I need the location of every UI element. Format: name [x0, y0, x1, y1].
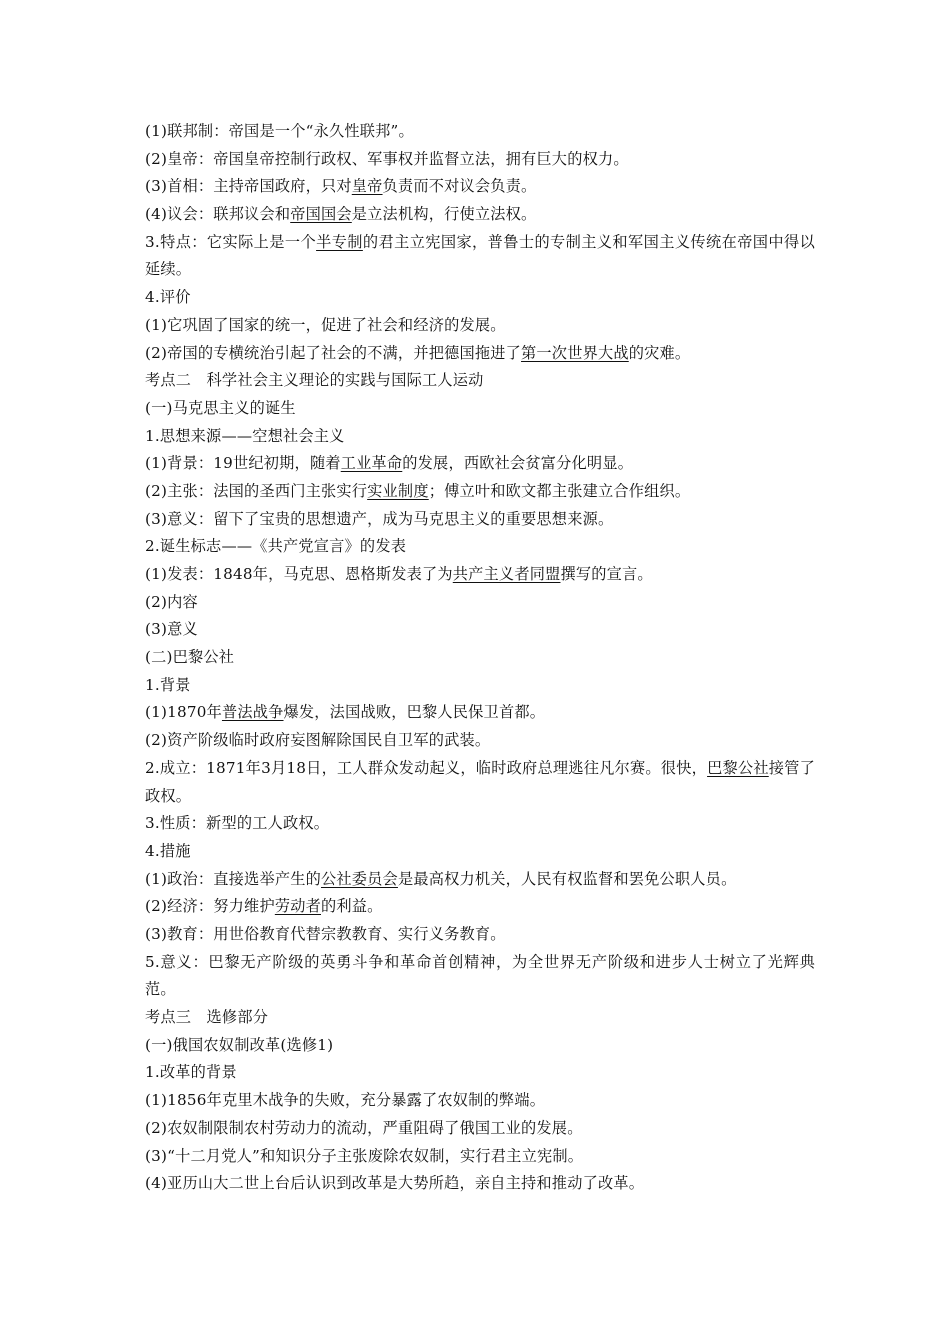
text-run: (2)经济：努力维护 [145, 897, 275, 916]
text-run: 4.评价 [145, 288, 191, 307]
text-line [145, 644, 815, 672]
text-run: 考点三 选修部分 [145, 1008, 269, 1027]
text-run: 的发展，西欧社会贫富分化明显。 [402, 454, 634, 473]
text-run: 3.特点：它实际上是一个 [145, 232, 317, 251]
text-run: (1)1856年克里木战争的失败，充分暴露了农奴制的弊端。 [145, 1091, 546, 1110]
text-run: 1.思想来源——空想社会主义 [145, 426, 345, 445]
text-line [145, 755, 815, 810]
text-line [145, 589, 815, 617]
underlined-term: 帝国国会 [290, 205, 352, 224]
text-run: 5.意义：巴黎无产阶级的英勇斗争和革命首创精神，为全世界无产阶级和进步人士树立了光辉典范。 [145, 952, 815, 999]
text-line [145, 699, 815, 727]
text-run: 是最高权力机关，人民有权监督和罢免公职人员。 [397, 869, 737, 888]
text-run: (一)俄国农奴制改革(选修1) [145, 1035, 334, 1054]
text-line [145, 146, 815, 174]
text-run: (1)发表：1848年，马克思、恩格斯发表了为 [145, 565, 453, 584]
text-run: 2.成立：1871年3月18日，工人群众发动起义，临时政府总理逃往凡尔赛。很快， [145, 758, 708, 777]
text-run: (2)皇帝：帝国皇帝控制行政权、军事权并监督立法，拥有巨大的权力。 [145, 149, 629, 168]
text-run: 2.诞生标志——《共产党宣言》的发表 [145, 537, 407, 556]
text-line [145, 173, 815, 201]
text-line [145, 506, 815, 534]
text-line [145, 340, 815, 368]
text-run: (2)农奴制限制农村劳动力的流动，严重阻碍了俄国工业的发展。 [145, 1118, 583, 1137]
text-run: (1)政治：直接选举产生的 [145, 869, 321, 888]
text-line [145, 1087, 815, 1115]
text-line [145, 118, 815, 146]
text-line [145, 727, 815, 755]
text-line [145, 1143, 815, 1171]
text-line [145, 367, 815, 395]
text-line [145, 284, 815, 312]
text-run: (3)意义 [145, 620, 198, 639]
underlined-term: 第一次世界大战 [521, 343, 629, 362]
text-run: 负责而不对议会负责。 [382, 177, 537, 196]
text-line [145, 312, 815, 340]
text-line [145, 201, 815, 229]
underlined-term: 皇帝 [351, 177, 383, 196]
text-run: (4)亚历山大二世上台后认识到改革是大势所趋，亲自主持和推动了改革。 [145, 1174, 645, 1193]
text-line [145, 616, 815, 644]
text-run: 是立法机构，行使立法权。 [351, 205, 537, 224]
text-line [145, 478, 815, 506]
text-run: 的利益。 [321, 897, 383, 916]
text-run: (1)1870年 [145, 703, 222, 722]
text-run: 爆发，法国战败，巴黎人民保卫首都。 [283, 703, 546, 722]
text-line [145, 893, 815, 921]
text-line [145, 838, 815, 866]
underlined-term: 公社委员会 [321, 869, 398, 888]
text-run: 的灾难。 [628, 343, 691, 362]
text-run: (二)巴黎公社 [145, 648, 235, 667]
underlined-term: 工业革命 [340, 454, 403, 473]
text-run: (一)马克思主义的诞生 [145, 398, 296, 417]
text-line [145, 561, 815, 589]
text-run: (1)联邦制：帝国是一个“永久性联邦”。 [145, 122, 414, 140]
text-run: 考点二 科学社会主义理论的实践与国际工人运动 [145, 371, 484, 390]
text-run: (1)它巩固了国家的统一，促进了社会和经济的发展。 [145, 315, 506, 334]
text-run: (3)“十二月党人”和知识分子主张废除农奴制，实行君主立宪制。 [145, 1146, 584, 1165]
underlined-term: 半专制 [316, 232, 363, 251]
text-line [145, 1032, 815, 1060]
text-run: (4)议会：联邦议会和 [145, 205, 291, 224]
text-line [145, 1004, 815, 1032]
text-run: 的君主立宪国家，普鲁士的专制主义和军国主义传统在帝国中得以延续。 [145, 232, 815, 279]
text-line [145, 229, 815, 284]
text-line [145, 450, 815, 478]
text-line [145, 921, 815, 949]
text-line [145, 1170, 815, 1198]
text-line [145, 1115, 815, 1143]
text-line [145, 423, 815, 451]
underlined-term: 实业制度 [367, 481, 429, 500]
text-line [145, 949, 815, 1004]
underlined-term: 劳动者 [274, 897, 321, 916]
underlined-term: 巴黎公社 [707, 758, 769, 777]
text-line [145, 810, 815, 838]
text-run: (3)教育：用世俗教育代替宗教教育、实行义务教育。 [145, 925, 506, 943]
underlined-term: 普法战争 [221, 703, 284, 722]
text-run: 撰写的宣言。 [560, 565, 653, 584]
text-run: ；傅立叶和欧文都主张建立合作组织。 [428, 481, 691, 500]
text-run: 4.措施 [145, 841, 191, 860]
text-run: 接管了政权。 [145, 758, 815, 805]
text-run: (2)资产阶级临时政府妄图解除国民自卫军的武装。 [145, 731, 491, 750]
text-line [145, 672, 815, 700]
text-run: (2)内容 [145, 592, 198, 611]
text-run: (1)背景：19世纪初期，随着 [145, 454, 341, 473]
text-line [145, 1059, 815, 1087]
document-body [145, 118, 815, 1198]
text-run: 1.背景 [145, 675, 191, 694]
text-run: (3)意义：留下了宝贵的思想遗产，成为马克思主义的重要思想来源。 [145, 509, 614, 528]
text-run: (2)帝国的专横统治引起了社会的不满，并把德国拖进了 [145, 343, 522, 362]
text-line [145, 395, 815, 423]
text-line [145, 866, 815, 894]
text-run: (3)首相：主持帝国政府，只对 [145, 177, 352, 196]
text-run: 3.性质：新型的工人政权。 [145, 814, 330, 833]
text-run: 1.改革的背景 [145, 1063, 237, 1082]
text-line [145, 533, 815, 561]
underlined-term: 共产主义者同盟 [452, 565, 561, 584]
text-run: (2)主张：法国的圣西门主张实行 [145, 481, 368, 500]
